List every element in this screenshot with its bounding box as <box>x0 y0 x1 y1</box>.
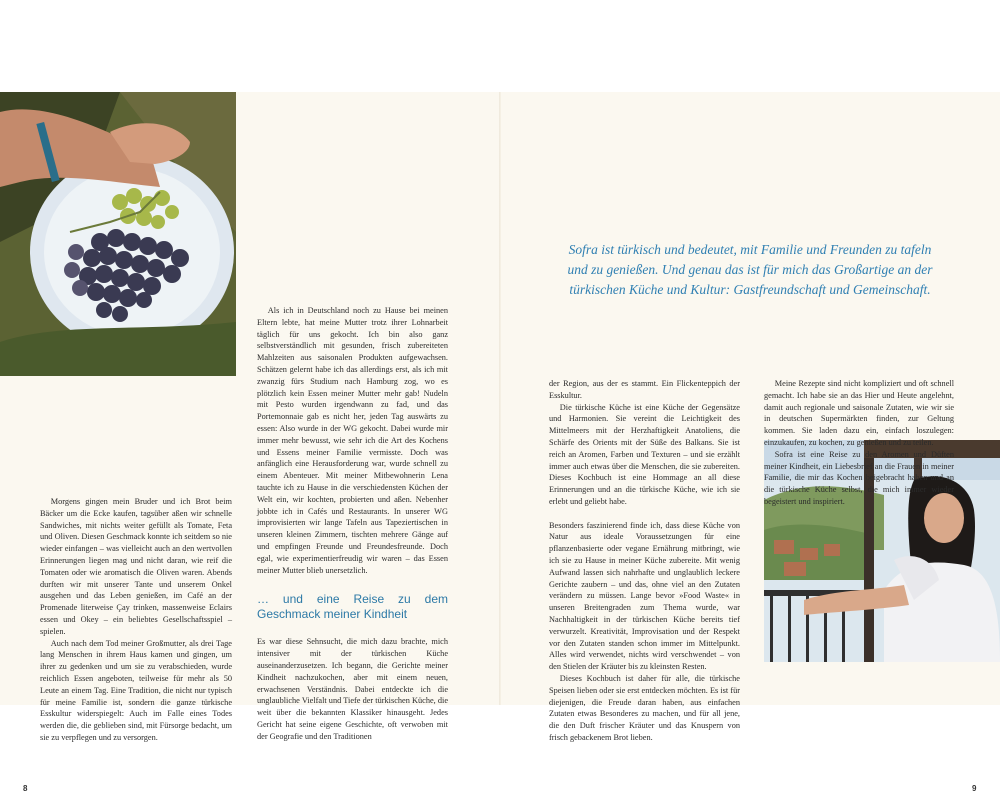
paragraph: Es war diese Sehnsucht, die mich dazu brachte, mich intensiver mit der türkischen Küche auseinanderzusetzen. Ich begann, die Gerichte meiner Kindheit nachzukochen, aber mit einem neuen, erwachsenen Verständnis. Dabei entdeckte ich die unglaubliche Vielfalt und Tiefe der türkischen Küche, die weit über die bekannten Klassiker hinausgeht. Jedes Gericht hat seine eigene Geschichte, oft verwoben mit der Geografie und den Traditionen <box>257 637 448 741</box>
page-gutter <box>499 92 501 705</box>
paragraph: Besonders faszinierend finde ich, dass diese Küche von Natur aus ideale Voraussetzungen für eine pflanzenbasierte oder vegane Ernährung mitbringt, wie ich sie zu Hause in meiner Küche zubereite. Mit wenig Aufwand lassen sich nahrhafte und unglaublich leckere Gerichte zaubern – und das, ohne viel an den Zutaten verändern zu müssen. Lange bevor »Food Waste« in unseren Breitengraden zum Thema wurde, war Nachhaltigkeit in der türkischen Küche bereits tief verwurzelt. Kreativität, Improvisation und der Respekt vor den Zutaten standen schon immer im Mittelpunkt. Alles wird verwendet, nichts wird verschwendet – von den Stielen der Kräuter bis zu kleinsten Resten. <box>549 520 740 672</box>
paragraph: Sofra ist eine Reise zu den Aromen und Düften meiner Kindheit, ein Liebesbrief an die Frauen in meiner Familie, die mir das Kochen beigebracht haben und an die türkische Küche selbst, die mich immer wieder begeistert und inspiriert. <box>764 449 954 506</box>
text-column-1 <box>40 496 232 744</box>
text-column-2 <box>257 305 448 743</box>
photo-grapes <box>0 92 236 376</box>
page-number-right: 9 <box>972 784 977 793</box>
paragraph: der Region, aus der es stammt. Ein Flickenteppich der Esskultur. <box>549 379 740 400</box>
paragraph: Die türkische Küche ist eine Küche der Gegensätze und Harmonien. Sie vereint die Leichtigkeit des Mittelmeers mit der Herzhaftigkeit Anatoliens, die Schärfe des Orients mit der Süße des Balkans. Sie ist reich an Aromen, Farben und Texturen – und sie erzählt immer auch etwas über die Menschen, die sie zubereiten. Dieses Kochbuch ist eine Hommage an all diese Erinnerungen und an die türkische Küche, wie ich sie erlebt und geliebt habe. <box>549 402 740 506</box>
book-spread <box>0 92 1000 793</box>
paragraph: Als ich in Deutschland noch zu Hause bei meinen Eltern lebte, hat meine Mutter trotz ihrer Lohnarbeit täglich für uns gekocht. Ich bin also ganz selbstverständlich mit gesunden, frisch zubereiteten Mahlzeiten aus saisonalen Produkten aufgewachsen. Schätzen gelernt habe ich das allerdings erst, als ich mit zwanzig fürs Studium nach Hamburg zog, wo es plötzlich kein Essen meiner Mutter mehr gab! Nudeln mit Pesto wurden irgendwann zu fad, und das Portemonnaie gab es nicht her, jeden Tag auswärts zu essen: Also wurde in der WG gekocht. Dabei wurde mir immer mehr bewusst, wie sehr ich die Art des Kochens und Essens meiner Familie vermisste. Doch was anfänglich eine Herausforderung war, wurde schnell zu einem Abenteuer. Mit meiner Mitbewohnerin Lena tauchte ich zu Hause in die verschiedensten Küchen der Welt ein, wir kochten, probierten und aßen. Nebenher jobbte ich in Cafés und Restaurants. In unserer WG improvisierten wir lange Tafeln aus Tapeziertischen in unseren kleinen Zimmern, tischten mehrere Gänge auf und empfingen Freunde und Freundesfreunde. Doch egal, wie experimentierfreudig wir waren – das Essen meiner Mutter blieb unersetzlich. <box>257 306 448 575</box>
paragraph: Morgens gingen mein Bruder und ich Brot beim Bäcker um die Ecke kaufen, tagsüber aßen wir schnelle Sandwiches, mit nichts weiter gefüllt als Tomate, Feta und Oliven. Diesen Geschmack konnte ich seitdem so nie wieder einfangen – was vielleicht auch an den wertvollen Erinnerungen liegen mag und nicht daran, wie reif die Tomaten oder wie aromatisch die Oliven waren. Abends durften wir mit unserer Tante und unserem Onkel ausgehen und das Leben genießen, im Café an der Promenade literweise Çay trinken, massenweise Eclairs essen und Okey – ein beliebtes Gesellschaftsspiel – spielen. <box>40 497 232 636</box>
page-number-left: 8 <box>23 784 28 793</box>
paragraph: Auch nach dem Tod meiner Großmutter, als drei Tage lang Menschen in ihrem Haus kamen und gingen, um ihrer zu gedenken und um sie zu verabschieden, wurde reichlich Essen angeboten, teilweise für mehr als 50 Leute an einem Tag. Eine Tradition, die nicht nur typisch für meine Familie ist, sondern die ganze türkische Esskultur widerspiegelt: Auch im Falle eines Todes werden die, die geblieben sind, mit Fürsorge bedacht, um sie zu verpflegen und zu versorgen. <box>40 638 232 742</box>
section-subheading: … und eine Reise zu dem Geschmack meiner Kindheit <box>257 592 448 622</box>
pull-quote: Sofra ist türkisch und bedeutet, mit Familie und Freunden zu tafeln und zu genießen. Und genau das ist für mich das Großartige an der türkischen Küche und Kultur: Gastfreundschaft und Gemeinschaft. <box>567 242 933 297</box>
grapes-plate-illustration <box>0 92 236 376</box>
paragraph: Dieses Kochbuch ist daher für alle, die türkische Speisen lieben oder sie erst entdecken möchten. Es ist für diejenigen, die Freude daran haben, aus einfachen Zutaten etwas Besonderes zu machen, und für all jene, die den Duft frischer Kräuter und das Knuspern von frisch gebackenem Brot lieben. <box>549 673 740 742</box>
text-column-4 <box>764 378 954 508</box>
paragraph: Meine Rezepte sind nicht kompliziert und oft schnell gemacht. Ich habe sie an das Hier und Heute angelehnt, damit auch regionale und saisonale Zutaten, wie wir sie in deutschen Supermärkten finden, zur Geltung kommen. Sie laden dazu ein, einfach loszulegen: einzukaufen, zu kochen, zu genießen und zu teilen. <box>764 379 954 447</box>
text-column-3 <box>549 378 740 744</box>
